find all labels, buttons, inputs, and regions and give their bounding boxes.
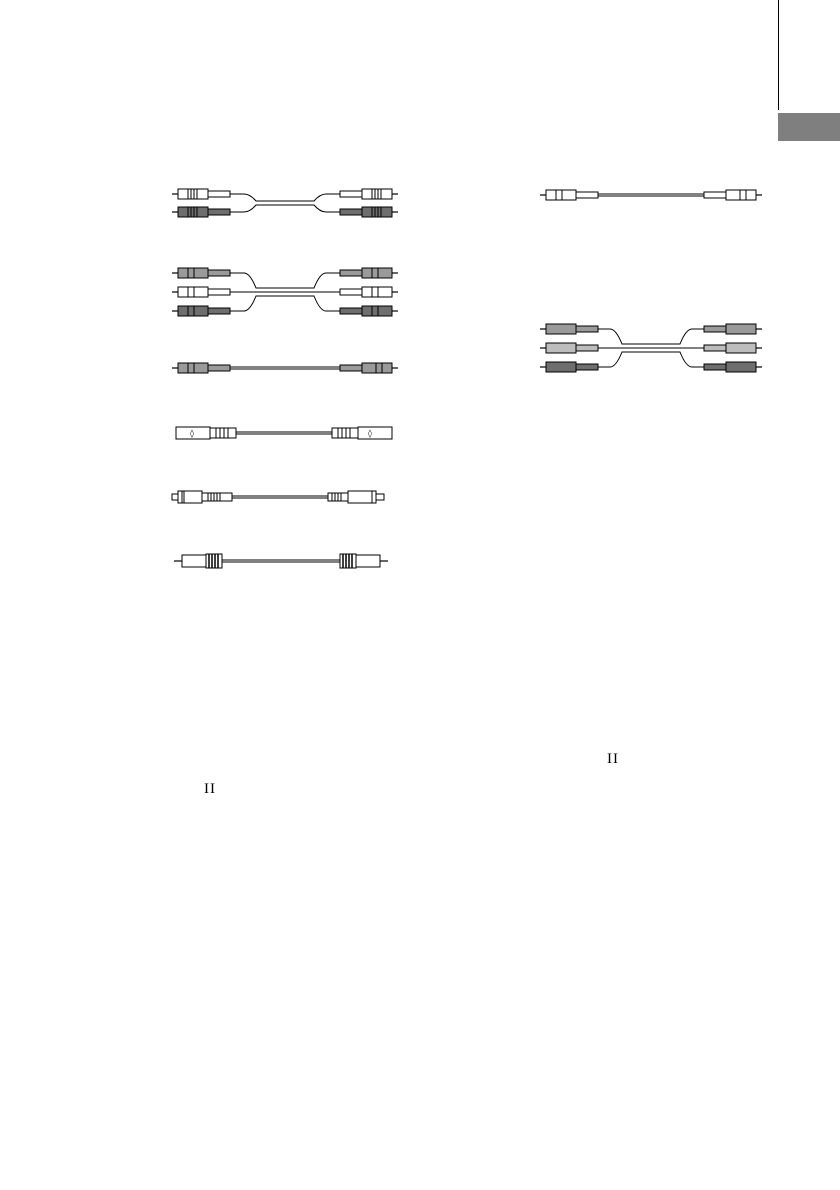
right-numeral-mark: II — [607, 751, 619, 767]
rca-cable-2plug-icon — [172, 186, 398, 222]
optical-digital-cord-illustration — [172, 488, 398, 506]
rca-cable-3plug-icon — [172, 264, 398, 320]
left-numeral-mark: II — [204, 781, 216, 797]
coaxial-digital-cord-illustration — [172, 552, 398, 570]
coaxial-cable-icon — [172, 552, 398, 570]
s-video-cable-icon — [172, 424, 398, 442]
rca-cable-1plug-icon — [540, 187, 762, 203]
svg-text:◊: ◊ — [368, 429, 372, 438]
mono-cord-illustration — [540, 187, 762, 203]
margin-rule — [778, 0, 779, 110]
section-tab — [778, 113, 840, 141]
rca-cable-3plug-icon — [540, 320, 762, 376]
s-video-cord-illustration — [172, 424, 398, 442]
video-cord-illustration — [172, 360, 398, 376]
av-cord-illustration — [172, 264, 398, 320]
svg-text:◊: ◊ — [190, 429, 194, 438]
stereo-audio-cord-illustration — [172, 186, 398, 222]
rca-cable-1plug-icon — [172, 360, 398, 376]
optical-cable-icon — [172, 488, 398, 506]
component-video-cord-illustration — [540, 320, 762, 376]
